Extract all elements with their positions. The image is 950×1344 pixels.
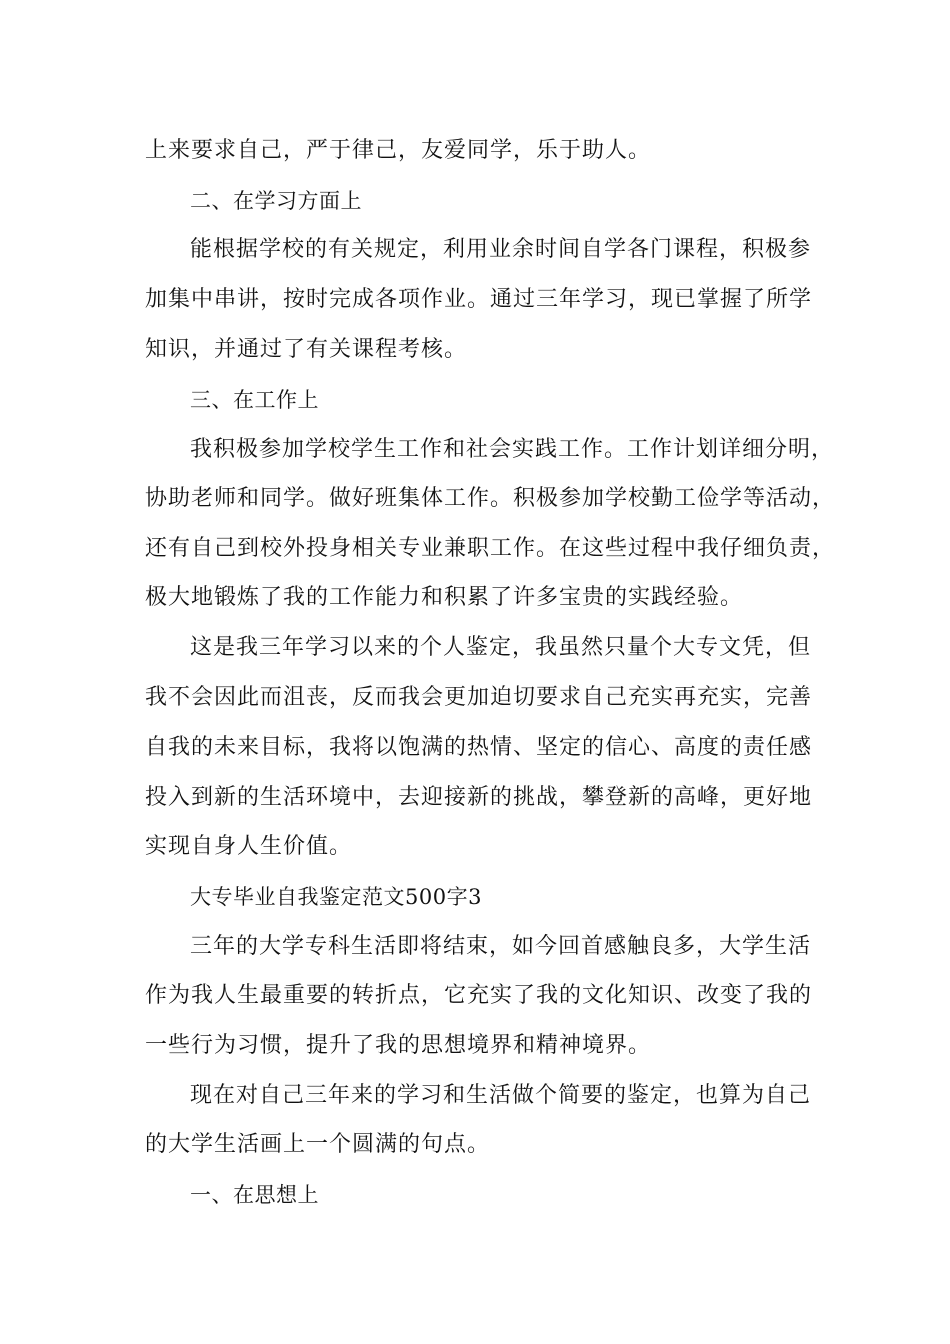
text-line: 我不会因此而沮丧，反而我会更加迫切要求自己充实再充实，完善 bbox=[145, 685, 813, 710]
text-line: 我积极参加学校学生工作和社会实践工作。工作计划详细分明， bbox=[190, 437, 835, 462]
section-heading: 二、在学习方面上 bbox=[190, 189, 362, 213]
text-line: 加集中串讲，按时完成各项作业。通过三年学习，现已掌握了所学 bbox=[145, 287, 813, 312]
text-line: 还有自己到校外投身相关专业兼职工作。在这些过程中我仔细负责， bbox=[145, 536, 836, 561]
text-line: 一些行为习惯，提升了我的思想境界和精神境界。 bbox=[145, 1033, 652, 1058]
text-line: 上来要求自己，严于律己，友爱同学，乐于助人。 bbox=[145, 138, 652, 163]
text-line: 现在对自己三年来的学习和生活做个简要的鉴定，也算为自己 bbox=[190, 1083, 812, 1108]
text-line: 协助老师和同学。做好班集体工作。积极参加学校勤工俭学等活动， bbox=[145, 486, 836, 511]
section-heading: 大专毕业自我鉴定范文500字3 bbox=[190, 885, 482, 909]
text-line: 三年的大学专科生活即将结束，如今回首感触良多，大学生活 bbox=[190, 934, 812, 959]
section-heading: 一、在思想上 bbox=[190, 1183, 319, 1207]
text-line: 的大学生活画上一个圆满的句点。 bbox=[145, 1132, 491, 1157]
text-line: 自我的未来目标，我将以饱满的热情、坚定的信心、高度的责任感 bbox=[145, 735, 813, 760]
text-line: 知识，并通过了有关课程考核。 bbox=[145, 337, 468, 362]
text-line: 能根据学校的有关规定，利用业余时间自学各门课程，积极参 bbox=[190, 237, 812, 262]
text-line: 实现自身人生价值。 bbox=[145, 834, 353, 859]
text-line: 投入到新的生活环境中，去迎接新的挑战，攀登新的高峰，更好地 bbox=[145, 785, 813, 810]
text-line: 极大地锻炼了我的工作能力和积累了许多宝贵的实践经验。 bbox=[145, 585, 744, 610]
text-line: 作为我人生最重要的转折点，它充实了我的文化知识、改变了我的 bbox=[145, 983, 813, 1008]
text-line: 这是我三年学习以来的个人鉴定，我虽然只量个大专文凭，但 bbox=[190, 635, 812, 660]
section-heading: 三、在工作上 bbox=[190, 388, 319, 412]
